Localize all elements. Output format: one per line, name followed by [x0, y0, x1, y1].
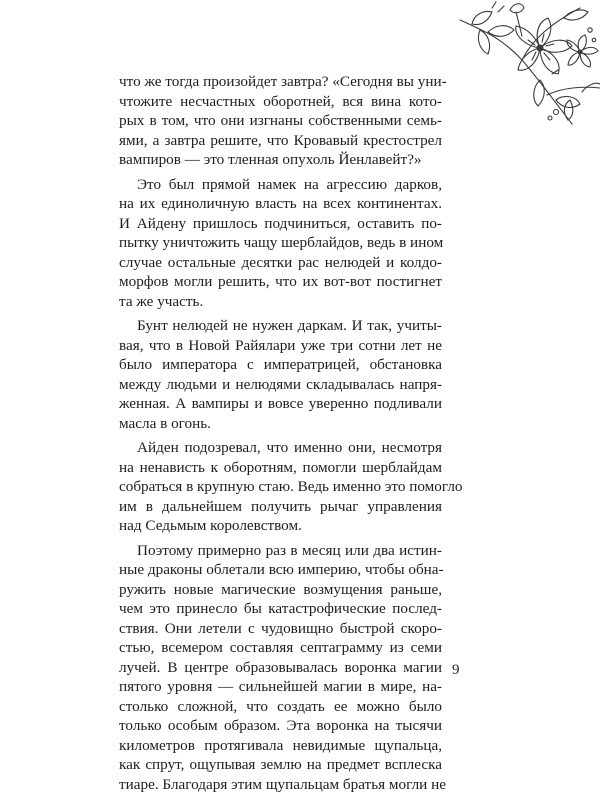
text-line: только особым образом. Эта воронка на тысячи: [119, 716, 442, 736]
text-line: вампиров — это тленная опухоль Йенлавейт?»: [119, 150, 442, 170]
text-line: масла в огонь.: [119, 414, 442, 434]
text-line: случае остальные десятки рас нелюдей и колдо-: [119, 253, 442, 273]
paragraph: [119, 438, 442, 536]
text-line: Это был прямой намек на агрессию дарков,: [119, 175, 442, 195]
text-line: что же тогда произойдет завтра? «Сегодня вы уни-: [119, 72, 442, 92]
text-line: тиаре. Благодаря этим щупальцам братья могли не: [119, 775, 442, 794]
text-line: рых в том, что они изгнаны собственными семь-: [119, 111, 442, 131]
text-line: над Седьмым королевством.: [119, 516, 442, 536]
paragraph: [119, 316, 442, 433]
text-line: столько сложной, что создать ее можно было: [119, 697, 442, 717]
text-line: чем это принесло бы катастрофические послед-: [119, 599, 442, 619]
text-line: Бунт нелюдей не нужен даркам. И так, учиты-: [119, 316, 442, 336]
text-line: морфов могли решить, что их вот-вот постигнет: [119, 272, 442, 292]
text-line: та же участь.: [119, 292, 442, 312]
text-line: чтожите несчастных оборотней, вся вина кото-: [119, 92, 442, 112]
text-line: Поэтому примерно раз в месяц или два истин-: [119, 541, 442, 561]
text-line: вая, что в Новой Райялари уже три сотни лет не: [119, 336, 442, 356]
paragraph: [119, 541, 442, 794]
text-line: пятого уровня — сильнейшей магии в мире, на-: [119, 677, 442, 697]
text-line: Айден подозревал, что именно они, несмотря: [119, 438, 442, 458]
text-line: им в дальнейшем получить рычаг управления: [119, 497, 442, 517]
text-line: стью, всемером составляя септаграмму из семи: [119, 638, 442, 658]
text-line: лучей. В центре образовывалась воронка магии: [119, 658, 442, 678]
text-line: между людьми и нелюдями складывалась напря-: [119, 375, 442, 395]
text-line: как спрут, ощупывая землю на предмет всплеска: [119, 755, 442, 775]
text-line: женная. А вампиры и вовсе уверенно подливали: [119, 394, 442, 414]
text-line: ствия. Они летели с чудовищно быстрой скоро-: [119, 619, 442, 639]
text-line: на ненависть к оборотням, помогли шерблайдам: [119, 458, 442, 478]
text-line: было императора с императрицей, обстановка: [119, 355, 442, 375]
body-text: [119, 72, 442, 794]
text-line: ями, а завтра решите, что Кровавый крестострел: [119, 131, 442, 151]
page-number: 9: [452, 661, 460, 680]
text-line: пытку уничтожить чащу шерблайдов, ведь в ином: [119, 233, 442, 253]
text-line: ружить новые магические возмущения раньше,: [119, 580, 442, 600]
text-line: ные драконы облетали всю империю, чтобы обна-: [119, 560, 442, 580]
paragraph: [119, 175, 442, 312]
floral-corner-icon: [452, 0, 600, 128]
text-line: километров протягивала невидимые щупальца,: [119, 736, 442, 756]
text-line: И Айдену пришлось подчиниться, оставить по-: [119, 214, 442, 234]
paragraph: [119, 72, 442, 170]
text-line: собраться в крупную стаю. Ведь именно это помогло: [119, 477, 442, 497]
text-line: на их единоличную власть на всех континентах.: [119, 194, 442, 214]
